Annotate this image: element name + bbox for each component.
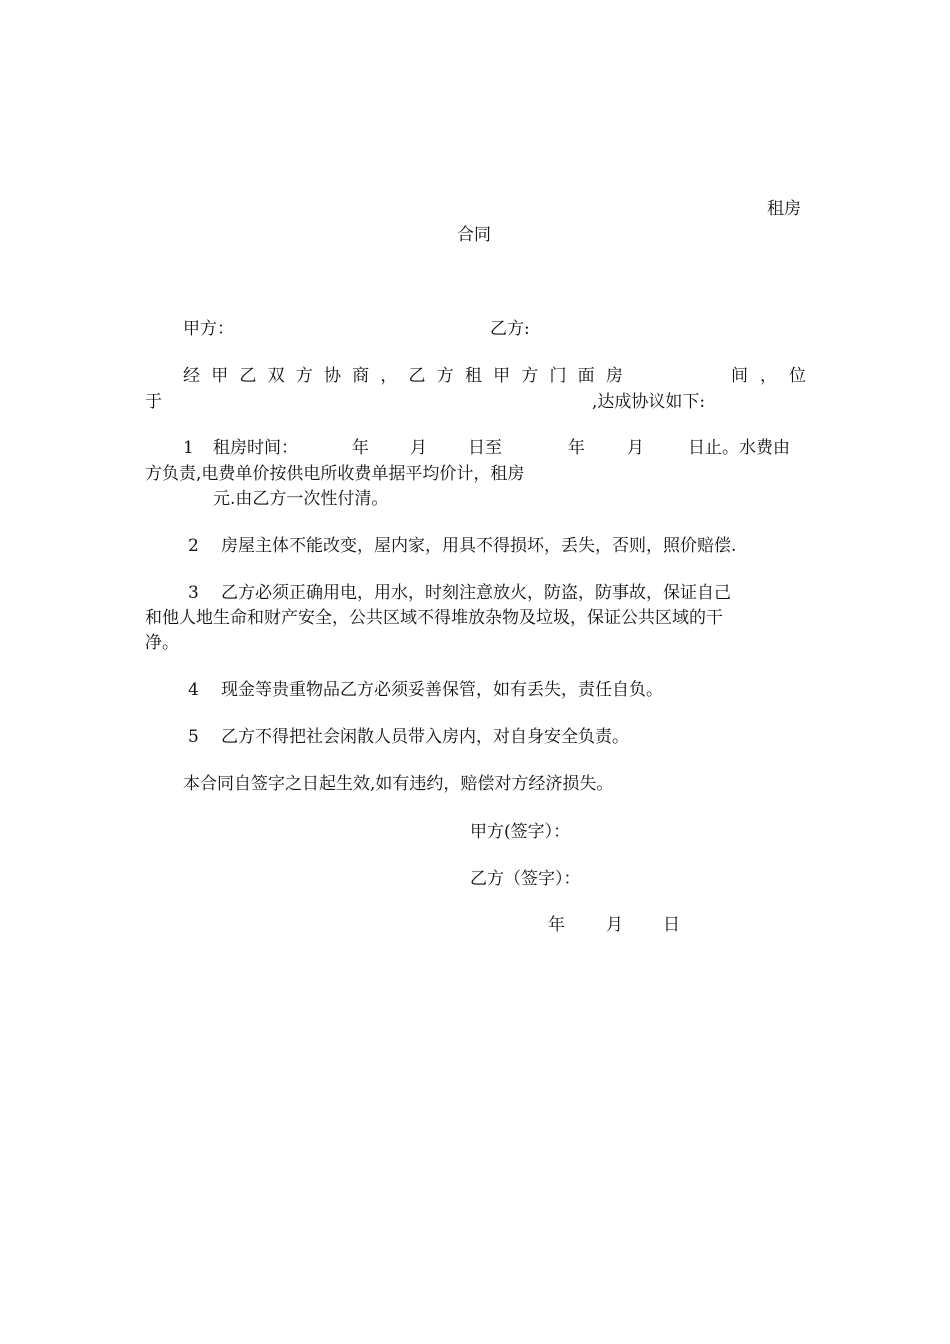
clause-1-month-1: 月 [410,438,427,458]
intro-line-1 [183,365,623,387]
intro-char: 协 [323,366,341,386]
signature-party-b: 乙方（签字）： [470,869,581,889]
clause-2-number: 2 [188,536,199,556]
intro-char: 面 [577,366,595,386]
clause-1-number: 1 [183,438,194,458]
clause-1-label: 租房时间： [213,438,298,458]
intro-line-1-end [731,365,806,387]
intro-char: 双 [267,366,285,386]
intro-line-2-end: ,达成协议如下: [592,392,706,412]
clause-1-year-1: 年 [352,438,369,458]
intro-char: 门 [549,366,567,386]
clause-1-month-2: 月 [627,438,644,458]
effective-statement: 本合同自签字之日起生效,如有违约，赔偿对方经济损失。 [183,774,614,794]
clause-4-text: 现金等贵重物品乙方必须妥善保管，如有丢失，责任自负。 [221,680,663,700]
intro-char: ， [760,366,777,386]
clause-3-line-1: 乙方必须正确用电，用水，时刻注意放火，防盗，防事故，保证自己 [221,583,731,603]
intro-char: 方 [295,366,313,386]
party-b-label: 乙方: [490,319,530,339]
signature-month: 月 [606,915,623,935]
signature-party-a: 甲方(签字）： [470,822,571,842]
clause-1-line-3: 元.由乙方一次性付清。 [213,489,389,509]
clause-2-text: 房屋主体不能改变，屋内家，用具不得损坏，丢失，否则，照价赔偿. [221,536,737,556]
intro-char: 甲 [493,366,511,386]
title-line-2: 合同 [457,225,491,245]
intro-char: 乙 [239,366,257,386]
intro-char: 位 [789,366,806,386]
signature-day: 日 [663,915,680,935]
title-line-1: 租房 [767,199,801,219]
signature-year: 年 [548,915,565,935]
intro-char: 租 [464,366,482,386]
clause-3-number: 3 [188,583,199,603]
clause-1-day-end: 日止。水费由 [688,438,790,458]
clause-1-year-2: 年 [568,438,585,458]
intro-char: 甲 [211,366,229,386]
intro-char: 间 [731,366,748,386]
clause-4-number: 4 [188,680,199,700]
intro-line-2-start: 于 [145,392,162,412]
intro-char: 方 [436,366,454,386]
party-a-label: 甲方： [183,319,234,339]
intro-char: 方 [521,366,539,386]
clause-3-line-2: 和他人地生命和财产安全，公共区域不得堆放杂物及垃圾，保证公共区域的干 [145,608,723,628]
clause-1-day-to: 日至 [468,438,502,458]
intro-char: 房 [605,366,623,386]
intro-char: 乙 [408,366,426,386]
clause-1-line-2: 方负责,电费单价按供电所收费单据平均价计，租房 [145,464,525,484]
intro-char: 商 [352,366,370,386]
intro-char: ， [380,366,398,386]
clause-3-line-3: 净。 [145,633,179,653]
intro-char: 经 [183,366,200,386]
clause-5-number: 5 [188,727,199,747]
clause-5-text: 乙方不得把社会闲散人员带入房内，对自身安全负责。 [221,727,629,747]
